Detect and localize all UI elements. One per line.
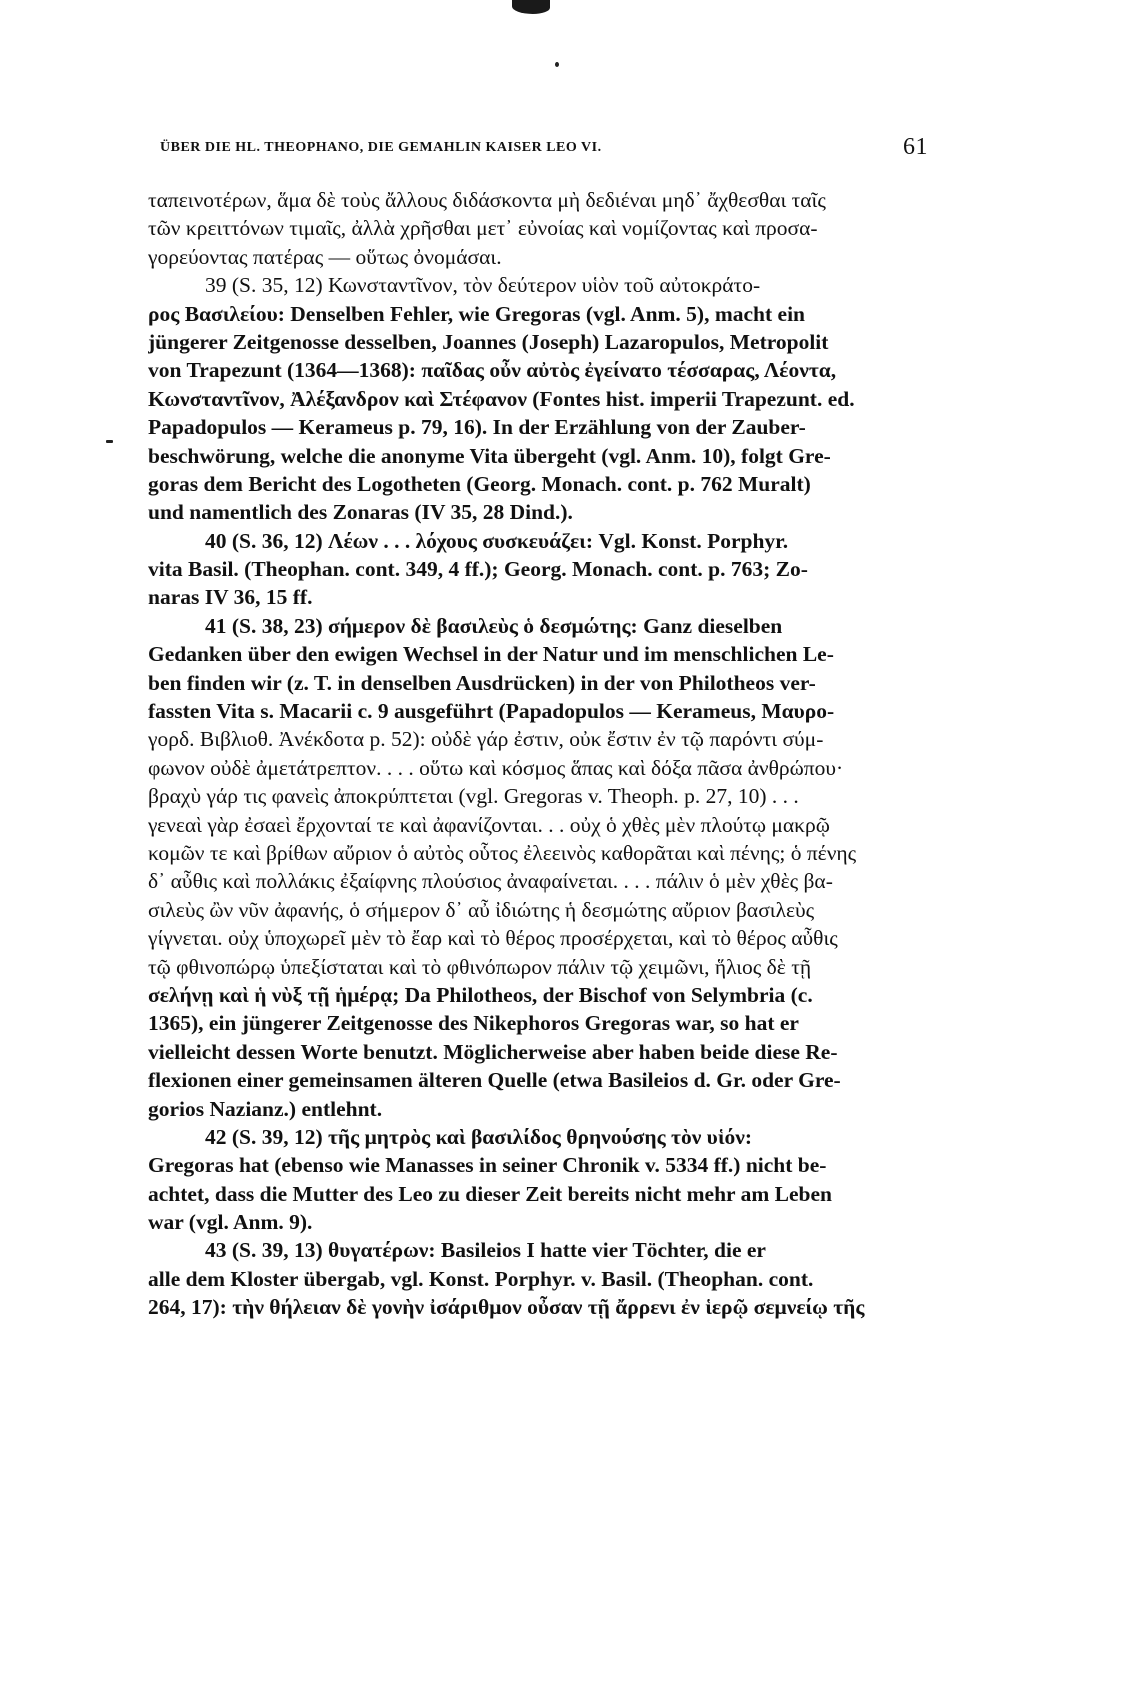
text-line: ταπεινοτέρων, ἅμα δὲ τοὺς ἄλλους διδάσκοντα μὴ δεδιέναι μηδ᾿ ἄχθεσθαι ταῖς: [148, 188, 826, 212]
text-line: τῷ φθινοπώρῳ ὑπεξίσταται καὶ τὸ φθινόπωρον πάλιν τῷ χειμῶνι, ἥλιος δὲ τῇ: [148, 954, 812, 979]
text-line: γενεαὶ γὰρ ἐσαεὶ ἔρχονταί τε καὶ ἀφανίζονται. . . οὐχ ὁ χθὲς μὲν πλούτῳ μακρῷ: [148, 812, 830, 837]
text-line: fassten Vita s. Macarii c. 9 ausgeführt (Papadopulos — Kerameus, Μαυρο-: [148, 699, 835, 724]
text-line: φωνον οὐδὲ ἀμετάτρεπτον. . . . οὕτω καὶ κόσμος ἅπας καὶ δόξα πᾶσα ἀνθρώπου·: [148, 755, 844, 780]
running-title: ÜBER DIE HL. THEOPHANO, DIE GEMAHLIN KAISER LEO VI.: [160, 140, 602, 155]
body-text: [148, 186, 910, 1322]
speck: [106, 440, 113, 443]
text-line: 1365), ein jüngerer Zeitgenosse des Nikephoros Gregoras war, so hat er: [148, 1011, 799, 1036]
text-line: σιλεὺς ὢν νῦν ἀφανής, ὁ σήμερον δ᾿ αὖ ἰδιώτης ἡ δεσμώτης αὔριον βασιλεὺς: [148, 897, 815, 922]
text-line: und namentlich des Zonaras (IV 35, 28 Dind.).: [148, 500, 573, 525]
text-line: τῶν κρειττόνων τιμαῖς, ἀλλὰ χρῆσθαι μετ᾿ εὐνοίας καὶ νομίζοντας καὶ προσα-: [148, 216, 818, 241]
note-41-start: 41 (S. 38, 23) σήμερον δὲ βασιλεὺς ὁ δεσμώτης: Ganz dieselben: [205, 613, 783, 638]
speck: [555, 62, 559, 67]
running-header: [160, 134, 928, 160]
note-39-start: 39 (S. 35, 12) Κωνσταντῖνον, τὸν δεύτερον υἱὸν τοῦ αὐτοκράτο-: [205, 273, 761, 298]
text-line: Κωνσταντῖνον, Ἀλέξανδρον καὶ Στέφανον (Fontes hist. imperii Trapezunt. ed.: [148, 386, 855, 411]
text-line: goras dem Bericht des Logotheten (Georg. Monach. cont. p. 762 Muralt): [148, 471, 811, 496]
text-line: alle dem Kloster übergab, vgl. Konst. Porphyr. v. Basil. (Theophan. cont.: [148, 1266, 814, 1291]
text-line: δ᾿ αὖθις καὶ πολλάκις ἐξαίφνης πλούσιος ἀναφαίνεται. . . . πάλιν ὁ μὲν χθὲς βα-: [148, 869, 833, 894]
text-line: γίγνεται. οὐχ ὑποχωρεῖ μὲν τὸ ἔαρ καὶ τὸ θέρος προσέρχεται, καὶ τὸ θέρος αὖθις: [148, 926, 838, 951]
text-line: γορδ. Βιβλιοθ. Ἀνέκδοτα p. 52): οὐδὲ γάρ ἐστιν, οὐκ ἔστιν ἐν τῷ παρόντι σύμ-: [148, 727, 824, 752]
text-line: ρος Βασιλείου: Denselben Fehler, wie Gregoras (vgl. Anm. 5), macht ein: [148, 301, 806, 326]
text-line: 264, 17): τὴν θήλειαν δὲ γονὴν ἰσάριθμον οὖσαν τῇ ἄρρενι ἐν ἱερῷ σεμνείῳ τῆς: [148, 1295, 865, 1320]
text-line: achtet, dass die Mutter des Leo zu dieser Zeit bereits nicht mehr am Leben: [148, 1181, 832, 1206]
text-line: beschwörung, welche die anonyme Vita übergeht (vgl. Anm. 10), folgt Gre-: [148, 443, 831, 468]
note-40-start: 40 (S. 36, 12) Λέων . . . λόχους συσκευάζει: Vgl. Konst. Porphyr.: [205, 528, 789, 553]
text-line: vielleicht dessen Worte benutzt. Möglicherweise aber haben beide diese Re-: [148, 1039, 838, 1064]
text-line: κομῶν τε καὶ βρίθων αὔριον ὁ αὐτὸς οὗτος ἐλεεινὸς καθορᾶται καὶ πένης; ὁ πένης: [148, 840, 857, 865]
text-line: flexionen einer gemeinsamen älteren Quelle (etwa Basileios d. Gr. oder Gre-: [148, 1068, 841, 1093]
text-line: war (vgl. Anm. 9).: [148, 1210, 313, 1235]
text-line: ben finden wir (z. T. in denselben Ausdrücken) in der von Philotheos ver-: [148, 670, 816, 695]
page-number: 61: [903, 134, 928, 160]
text-line: σελήνῃ καὶ ἡ νὺξ τῇ ἡμέρᾳ; Da Philotheos, der Bischof von Selymbria (c.: [148, 982, 813, 1007]
text-line: vita Basil. (Theophan. cont. 349, 4 ff.); Georg. Monach. cont. p. 763; Zo-: [148, 557, 808, 582]
text-line: βραχὺ γάρ τις φανεὶς ἀποκρύπτεται (vgl. Gregoras v. Theoph. p. 27, 10) . . .: [148, 784, 799, 809]
ink-blot: [512, 0, 550, 14]
text-line: Gedanken über den ewigen Wechsel in der Natur und im menschlichen Le-: [148, 642, 834, 667]
text-line: von Trapezunt (1364—1368): παῖδας οὖν αὐτὸς ἐγείνατο τέσσαρας, Λέοντα,: [148, 358, 837, 383]
text-line: jüngerer Zeitgenosse desselben, Joannes (Joseph) Lazaropulos, Metropolit: [148, 329, 829, 354]
text-line: naras IV 36, 15 ff.: [148, 585, 313, 610]
text-line: gorios Nazianz.) entlehnt.: [148, 1096, 383, 1121]
note-43-start: 43 (S. 39, 13) θυγατέρων: Basileios I hatte vier Töchter, die er: [205, 1238, 766, 1263]
note-42-start: 42 (S. 39, 12) τῆς μητρὸς καὶ βασιλίδος θρηνούσης τὸν υἱόν:: [205, 1124, 753, 1149]
text-line: γορεύοντας πατέρας — οὕτως ὀνομάσαι.: [148, 244, 502, 269]
text-line: Gregoras hat (ebenso wie Manasses in seiner Chronik v. 5334 ff.) nicht be-: [148, 1153, 827, 1178]
text-line: Papadopulos — Kerameus p. 79, 16). In der Erzählung von der Zauber-: [148, 415, 806, 440]
